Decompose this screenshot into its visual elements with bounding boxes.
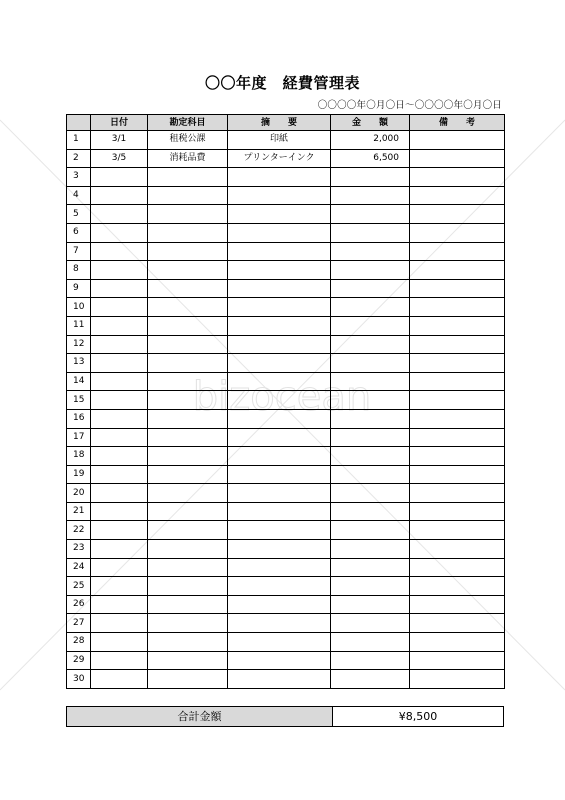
cell-remarks[interactable] [410, 279, 505, 298]
table-row [67, 354, 505, 373]
total-label: 合計金額 [67, 707, 333, 726]
cell-amount[interactable] [331, 465, 410, 484]
cell-description[interactable] [228, 558, 331, 577]
cell-remarks[interactable] [410, 242, 505, 261]
header-date: 日付 [91, 115, 148, 131]
cell-remarks[interactable] [410, 633, 505, 652]
cell-remarks[interactable] [410, 502, 505, 521]
cell-remarks[interactable] [410, 595, 505, 614]
cell-no: 12 [67, 335, 91, 354]
cell-description[interactable] [228, 242, 331, 261]
cell-remarks[interactable] [410, 316, 505, 335]
cell-no: 19 [67, 465, 91, 484]
cell-no: 5 [67, 205, 91, 224]
table-row [67, 633, 505, 652]
cell-account[interactable] [148, 465, 228, 484]
cell-remarks[interactable] [410, 335, 505, 354]
cell-date[interactable] [91, 558, 148, 577]
cell-amount[interactable] [331, 205, 410, 224]
table-row [67, 186, 505, 205]
cell-date[interactable] [91, 614, 148, 633]
cell-amount[interactable]: 6,500 [331, 149, 410, 168]
header-amount: 金 額 [331, 115, 410, 131]
table-row [67, 168, 505, 187]
cell-no: 14 [67, 372, 91, 391]
cell-account[interactable] [148, 409, 228, 428]
cell-date[interactable] [91, 465, 148, 484]
cell-no: 8 [67, 261, 91, 280]
cell-remarks[interactable] [410, 540, 505, 559]
table-row [67, 298, 505, 317]
header-no [67, 115, 91, 131]
table-row [67, 595, 505, 614]
cell-account[interactable] [148, 242, 228, 261]
cell-remarks[interactable] [410, 131, 505, 150]
cell-date[interactable] [91, 279, 148, 298]
cell-account[interactable] [148, 577, 228, 596]
cell-amount[interactable] [331, 316, 410, 335]
cell-amount[interactable] [331, 335, 410, 354]
cell-account[interactable] [148, 428, 228, 447]
cell-account[interactable] [148, 335, 228, 354]
cell-description[interactable] [228, 465, 331, 484]
cell-amount[interactable] [331, 521, 410, 540]
cell-description[interactable] [228, 651, 331, 670]
cell-date[interactable] [91, 242, 148, 261]
cell-no: 1 [67, 131, 91, 150]
table-row [67, 428, 505, 447]
cell-no: 23 [67, 540, 91, 559]
cell-account[interactable] [148, 651, 228, 670]
table-row [67, 149, 505, 168]
cell-account[interactable] [148, 521, 228, 540]
cell-amount[interactable] [331, 558, 410, 577]
cell-no: 22 [67, 521, 91, 540]
cell-date[interactable] [91, 540, 148, 559]
cell-no: 15 [67, 391, 91, 410]
cell-date[interactable]: 3/5 [91, 149, 148, 168]
cell-date[interactable] [91, 168, 148, 187]
table-row [67, 558, 505, 577]
cell-amount[interactable] [331, 298, 410, 317]
cell-amount[interactable] [331, 279, 410, 298]
cell-amount[interactable] [331, 670, 410, 689]
header-remarks: 備 考 [410, 115, 505, 131]
cell-description[interactable] [228, 670, 331, 689]
cell-description[interactable] [228, 354, 331, 373]
cell-description[interactable] [228, 484, 331, 503]
cell-description[interactable] [228, 614, 331, 633]
cell-no: 21 [67, 502, 91, 521]
cell-no: 10 [67, 298, 91, 317]
cell-account[interactable] [148, 670, 228, 689]
cell-amount[interactable] [331, 354, 410, 373]
expense-table [66, 114, 505, 689]
cell-description[interactable] [228, 372, 331, 391]
cell-description[interactable] [228, 223, 331, 242]
cell-no: 4 [67, 186, 91, 205]
cell-no: 7 [67, 242, 91, 261]
header-account: 勘定科目 [148, 115, 228, 131]
cell-account[interactable] [148, 447, 228, 466]
header-description: 摘 要 [228, 115, 331, 131]
cell-date[interactable] [91, 223, 148, 242]
cell-no: 3 [67, 168, 91, 187]
cell-account[interactable] [148, 558, 228, 577]
cell-date[interactable] [91, 484, 148, 503]
cell-amount[interactable]: 2,000 [331, 131, 410, 150]
table-row [67, 223, 505, 242]
cell-date[interactable]: 3/1 [91, 131, 148, 150]
cell-remarks[interactable] [410, 465, 505, 484]
cell-no: 24 [67, 558, 91, 577]
cell-description[interactable] [228, 540, 331, 559]
cell-date[interactable] [91, 577, 148, 596]
cell-remarks[interactable] [410, 223, 505, 242]
cell-date[interactable] [91, 372, 148, 391]
cell-account[interactable] [148, 540, 228, 559]
cell-account[interactable] [148, 595, 228, 614]
cell-amount[interactable] [331, 261, 410, 280]
cell-date[interactable] [91, 316, 148, 335]
cell-remarks[interactable] [410, 447, 505, 466]
cell-remarks[interactable] [410, 354, 505, 373]
cell-description[interactable] [228, 186, 331, 205]
table-row [67, 484, 505, 503]
table-row [67, 670, 505, 689]
cell-account[interactable] [148, 354, 228, 373]
cell-amount[interactable] [331, 502, 410, 521]
cell-date[interactable] [91, 409, 148, 428]
table-row [67, 521, 505, 540]
cell-description[interactable] [228, 261, 331, 280]
cell-account[interactable]: 消耗品費 [148, 149, 228, 168]
cell-no: 9 [67, 279, 91, 298]
cell-no: 30 [67, 670, 91, 689]
cell-remarks[interactable] [410, 298, 505, 317]
cell-remarks[interactable] [410, 391, 505, 410]
cell-no: 29 [67, 651, 91, 670]
table-row [67, 131, 505, 150]
cell-description[interactable] [228, 168, 331, 187]
cell-date[interactable] [91, 447, 148, 466]
cell-account[interactable] [148, 316, 228, 335]
cell-amount[interactable] [331, 595, 410, 614]
header-row [67, 115, 505, 131]
cell-amount[interactable] [331, 428, 410, 447]
cell-no: 27 [67, 614, 91, 633]
cell-account[interactable] [148, 502, 228, 521]
total-value[interactable]: ¥8,500 [398, 710, 438, 723]
cell-date[interactable] [91, 298, 148, 317]
cell-description[interactable] [228, 447, 331, 466]
table-row [67, 502, 505, 521]
cell-description[interactable] [228, 391, 331, 410]
table-row [67, 447, 505, 466]
cell-description[interactable] [228, 316, 331, 335]
cell-date[interactable] [91, 633, 148, 652]
table-row [67, 279, 505, 298]
cell-no: 16 [67, 409, 91, 428]
cell-no: 11 [67, 316, 91, 335]
cell-account[interactable] [148, 633, 228, 652]
cell-no: 18 [67, 447, 91, 466]
cell-remarks[interactable] [410, 205, 505, 224]
cell-remarks[interactable] [410, 149, 505, 168]
cell-account[interactable] [148, 372, 228, 391]
cell-amount[interactable] [331, 372, 410, 391]
table-row [67, 205, 505, 224]
cell-remarks[interactable] [410, 670, 505, 689]
cell-amount[interactable] [331, 168, 410, 187]
cell-description[interactable] [228, 279, 331, 298]
cell-description[interactable] [228, 521, 331, 540]
cell-amount[interactable] [331, 484, 410, 503]
cell-amount[interactable] [331, 391, 410, 410]
cell-account[interactable] [148, 186, 228, 205]
cell-description[interactable]: 印紙 [228, 131, 331, 150]
cell-date[interactable] [91, 651, 148, 670]
cell-amount[interactable] [331, 223, 410, 242]
cell-description[interactable] [228, 502, 331, 521]
cell-description[interactable] [228, 595, 331, 614]
cell-amount[interactable] [331, 242, 410, 261]
cell-no: 6 [67, 223, 91, 242]
cell-date[interactable] [91, 205, 148, 224]
cell-no: 20 [67, 484, 91, 503]
cell-amount[interactable] [331, 186, 410, 205]
cell-account[interactable] [148, 261, 228, 280]
table-row [67, 540, 505, 559]
period-range: 〇〇〇〇年〇月〇日～〇〇〇〇年〇月〇日 [317, 100, 502, 111]
cell-account[interactable] [148, 168, 228, 187]
table-row [67, 335, 505, 354]
cell-no: 25 [67, 577, 91, 596]
cell-remarks[interactable] [410, 651, 505, 670]
cell-amount[interactable] [331, 540, 410, 559]
table-row [67, 614, 505, 633]
table-row [67, 372, 505, 391]
table-row [67, 651, 505, 670]
cell-description[interactable] [228, 205, 331, 224]
cell-remarks[interactable] [410, 372, 505, 391]
table-row [67, 242, 505, 261]
cell-account[interactable] [148, 391, 228, 410]
cell-date[interactable] [91, 354, 148, 373]
cell-amount[interactable] [331, 633, 410, 652]
total-row [66, 706, 504, 727]
table-row [67, 316, 505, 335]
table-row [67, 465, 505, 484]
cell-date[interactable] [91, 391, 148, 410]
cell-date[interactable] [91, 502, 148, 521]
cell-account[interactable] [148, 298, 228, 317]
cell-date[interactable] [91, 261, 148, 280]
cell-date[interactable] [91, 186, 148, 205]
document-title: 〇〇年度 経費管理表 [204, 74, 360, 92]
cell-account[interactable]: 租税公課 [148, 131, 228, 150]
cell-no: 28 [67, 633, 91, 652]
table-row [67, 409, 505, 428]
cell-remarks[interactable] [410, 614, 505, 633]
cell-no: 2 [67, 149, 91, 168]
cell-amount[interactable] [331, 651, 410, 670]
cell-amount[interactable] [331, 447, 410, 466]
table-row [67, 391, 505, 410]
cell-description[interactable] [228, 409, 331, 428]
cell-amount[interactable] [331, 409, 410, 428]
cell-remarks[interactable] [410, 186, 505, 205]
cell-description[interactable] [228, 298, 331, 317]
table-row [67, 577, 505, 596]
cell-remarks[interactable] [410, 577, 505, 596]
cell-date[interactable] [91, 335, 148, 354]
cell-remarks[interactable] [410, 484, 505, 503]
cell-date[interactable] [91, 670, 148, 689]
cell-remarks[interactable] [410, 521, 505, 540]
cell-no: 13 [67, 354, 91, 373]
cell-amount[interactable] [331, 577, 410, 596]
cell-remarks[interactable] [410, 168, 505, 187]
cell-no: 26 [67, 595, 91, 614]
cell-description[interactable]: プリンターインク [228, 149, 331, 168]
cell-date[interactable] [91, 595, 148, 614]
cell-account[interactable] [148, 223, 228, 242]
watermark-text: bizocean [192, 374, 372, 420]
cell-description[interactable] [228, 633, 331, 652]
cell-account[interactable] [148, 484, 228, 503]
cell-remarks[interactable] [410, 409, 505, 428]
cell-description[interactable] [228, 335, 331, 354]
cell-remarks[interactable] [410, 428, 505, 447]
cell-date[interactable] [91, 428, 148, 447]
cell-account[interactable] [148, 279, 228, 298]
cell-account[interactable] [148, 614, 228, 633]
cell-remarks[interactable] [410, 558, 505, 577]
cell-account[interactable] [148, 205, 228, 224]
cell-remarks[interactable] [410, 261, 505, 280]
cell-description[interactable] [228, 577, 331, 596]
table-row [67, 261, 505, 280]
cell-date[interactable] [91, 521, 148, 540]
cell-description[interactable] [228, 428, 331, 447]
cell-no: 17 [67, 428, 91, 447]
cell-amount[interactable] [331, 614, 410, 633]
